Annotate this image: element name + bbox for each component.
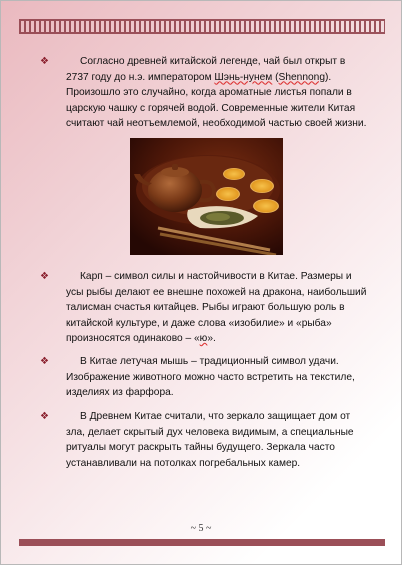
diamond-bullet-icon [40,357,50,367]
tea-ceremony-photo [130,138,283,255]
paragraph-text: ( [272,71,279,83]
bullet-paragraph-bat [66,354,368,401]
bullet-paragraph-mirror [66,409,368,471]
paragraph-text: В Древнем Китае считали, что зеркало защищает дом от зла, делает скрытый дух человека видимым, а специальные ритуалы могут раскрыть тайны будущего. Зеркала часто устанавливали на потолках погребальных камер. [66,411,354,469]
diamond-bullet-icon [40,412,50,422]
underlined-word-shen-nun: Шэнь-нунем [214,71,273,83]
bullet-paragraph-carp [66,269,368,347]
decorative-top-border [19,19,385,34]
underlined-word-yu: ю [199,333,208,344]
paragraph-text: ». [207,333,216,344]
paragraph-text: Согласно древней китайской легенде, чай был открыт в 2737 году до н.э. императором [66,56,346,83]
diamond-bullet-icon [40,57,50,67]
underlined-word-shennong: Shennong [278,71,326,83]
bottom-rule [19,539,385,546]
diamond-bullet-icon [40,272,50,282]
page-number: ~ 5 ~ [190,523,212,534]
paragraph-text: Карп – символ силы и настойчивости в Китае. Размеры и усы рыбы делают ее внешне похожей на дракона, наибольший талисман счастья китайцев. Рыбы играют большую роль в китайской культуре, и даже слова «изобилие» и «рыба» произносятся одинаково – « [66,271,367,344]
paragraph-text: В Китае летучая мышь – традиционный символ удачи. Изображение животного можно часто встретить на текстиле, изделиях из фарфора. [66,356,355,398]
paragraph-text: ). Произошло это случайно, когда ароматные листья попали в царскую чашку с горячей водой. Современные жители Китая считают чай неотъемлемой, необходимой частью своей жизни. [66,71,367,129]
bullet-paragraph-tea-legend [66,54,368,132]
